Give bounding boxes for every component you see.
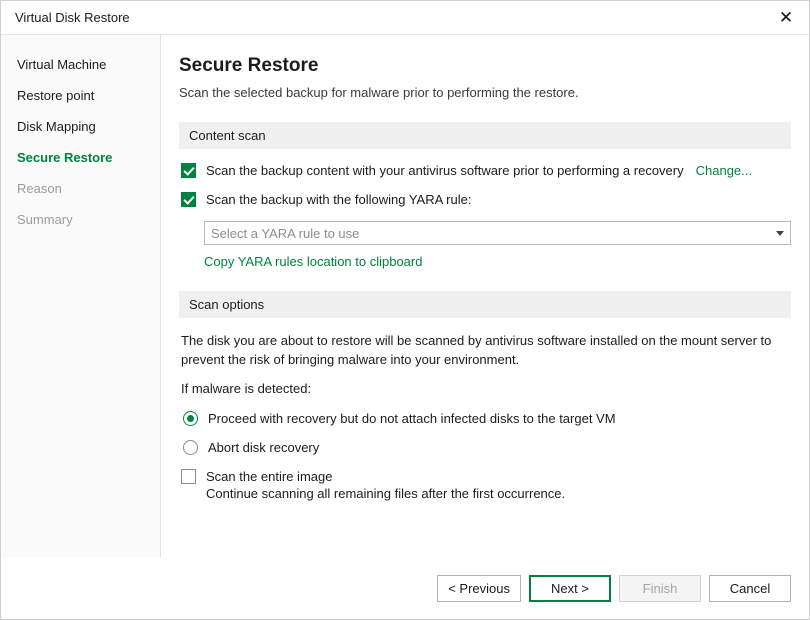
yara-rule-select-wrapper xyxy=(204,221,791,245)
next-button[interactable]: Next > xyxy=(529,575,611,602)
copy-yara-location-link[interactable]: Copy YARA rules location to clipboard xyxy=(204,254,423,269)
page-subtitle: Scan the selected backup for malware prior to performing the restore. xyxy=(179,85,579,100)
page-title: Secure Restore xyxy=(179,55,319,76)
yara-rule-select-value: Select a YARA rule to use xyxy=(211,225,360,241)
scan-options-section-header: Scan options xyxy=(179,291,791,318)
dialog-footer xyxy=(1,557,809,619)
radio-abort-disk-recovery[interactable] xyxy=(179,440,791,455)
page-content xyxy=(161,35,809,557)
radio-abort-label: Abort disk recovery xyxy=(208,439,320,455)
sidebar-item-virtual-machine[interactable]: Virtual Machine xyxy=(17,57,107,72)
close-icon[interactable]: ✕ xyxy=(778,8,794,27)
sidebar-item-restore-point[interactable]: Restore point xyxy=(17,88,95,103)
yara-scan-label: Scan the backup with the following YARA rule: xyxy=(206,192,472,207)
finish-button: Finish xyxy=(619,575,701,602)
scan-entire-image-label: Scan the entire image xyxy=(206,468,333,484)
radio-proceed-label: Proceed with recovery but do not attach infected disks to the target VM xyxy=(208,410,616,426)
content-scan-section-header: Content scan xyxy=(179,122,791,149)
scan-entire-image-row[interactable] xyxy=(179,469,791,484)
scan-entire-image-checkbox[interactable] xyxy=(181,469,196,484)
sidebar-item-disk-mapping[interactable]: Disk Mapping xyxy=(17,119,96,134)
chevron-down-icon xyxy=(776,231,784,236)
antivirus-change-link[interactable]: Change... xyxy=(695,163,752,178)
scan-options-description: The disk you are about to restore will be scanned by antivirus software installed on the mount server to prevent the risk of bringing malware into your environment. xyxy=(181,333,772,367)
dialog-body xyxy=(1,35,809,557)
wizard-sidebar xyxy=(1,35,161,557)
antivirus-scan-row[interactable] xyxy=(179,163,791,178)
sidebar-item-reason: Reason xyxy=(17,181,62,196)
radio-abort-indicator[interactable] xyxy=(183,440,198,455)
title-bar xyxy=(1,1,809,35)
yara-rule-select[interactable] xyxy=(204,221,791,245)
antivirus-scan-label: Scan the backup content with your antivirus software prior to performing a recovery xyxy=(206,163,684,178)
radio-proceed-with-recovery[interactable] xyxy=(179,411,791,426)
cancel-button[interactable]: Cancel xyxy=(709,575,791,602)
yara-scan-checkbox[interactable] xyxy=(181,192,196,207)
sidebar-item-summary: Summary xyxy=(17,212,73,227)
malware-prompt: If malware is detected: xyxy=(181,380,312,396)
antivirus-scan-checkbox[interactable] xyxy=(181,163,196,178)
scan-entire-image-note: Continue scanning all remaining files after the first occurrence. xyxy=(206,485,566,501)
sidebar-item-secure-restore[interactable]: Secure Restore xyxy=(17,150,113,165)
yara-scan-row[interactable] xyxy=(179,192,791,207)
previous-button[interactable]: < Previous xyxy=(437,575,521,602)
radio-proceed-indicator[interactable] xyxy=(183,411,198,426)
window-title: Virtual Disk Restore xyxy=(15,10,130,25)
